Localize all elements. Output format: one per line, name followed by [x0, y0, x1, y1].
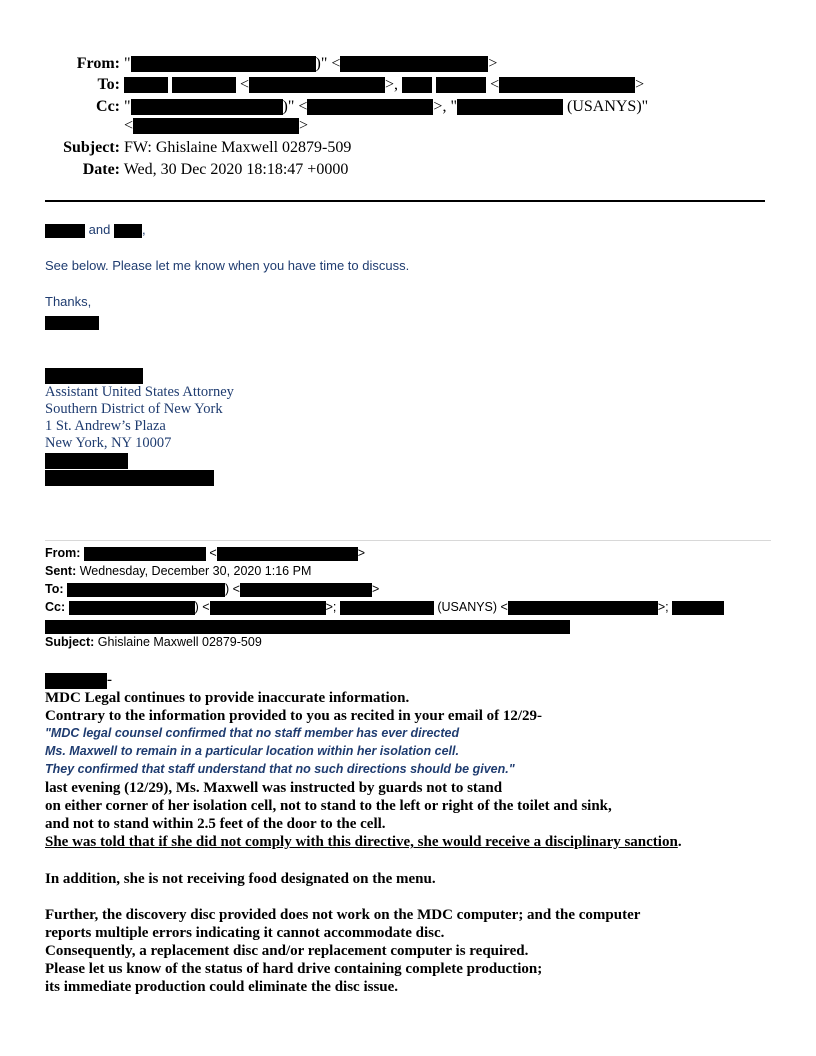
forward-divider [45, 540, 771, 541]
fwd-to-label: To: [45, 582, 64, 596]
redaction [45, 368, 143, 384]
signoff-name [45, 314, 99, 332]
redaction [84, 547, 206, 561]
redaction [124, 77, 168, 93]
redaction [457, 99, 563, 115]
msg-quote: "MDC legal counsel confirmed that no staff member has ever directed [45, 726, 460, 740]
cc-usanys: (USANYS)" [566, 98, 649, 115]
from-end: > [488, 55, 498, 72]
msg-line: Consequently, a replacement disc and/or replacement computer is required. [45, 943, 529, 959]
redaction [508, 601, 658, 615]
fwd-from-label: From: [45, 546, 81, 560]
redaction [131, 99, 283, 115]
redaction [217, 547, 358, 561]
msg-line: Further, the discovery disc provided does not work on the MDC computer; and the computer [45, 907, 641, 923]
greeting [45, 222, 146, 238]
fwd-cc-sep: >; [325, 600, 337, 614]
signature-phone [45, 452, 128, 470]
signature-district: Southern District of New York [45, 401, 223, 417]
date-value: Wed, 30 Dec 2020 18:18:47 +0000 [123, 161, 349, 178]
greeting-dash: - [107, 672, 112, 688]
cc-end: > [299, 117, 309, 134]
redaction [45, 224, 85, 238]
redaction [172, 77, 236, 93]
redaction [45, 673, 107, 689]
msg-line: MDC Legal continues to provide inaccurate information. [45, 690, 410, 706]
cc-sep: >, " [433, 98, 457, 115]
msg-line: last evening (12/29), Ms. Maxwell was instructed by guards not to stand [45, 780, 503, 796]
msg-paragraph-food: In addition, she is not receiving food designated on the menu. [45, 871, 436, 887]
redaction [340, 56, 488, 72]
msg-line: reports multiple errors indicating it cannot accommodate disc. [45, 925, 445, 941]
msg-greeting [45, 671, 112, 689]
redaction [45, 453, 128, 469]
from-quote: " [124, 55, 131, 72]
redaction [45, 316, 99, 330]
redaction [69, 601, 195, 615]
from-sep: )" < [315, 55, 341, 72]
redaction [210, 601, 326, 615]
header-from-row [45, 54, 497, 73]
redaction [131, 56, 316, 72]
fwd-sent-row [45, 562, 311, 580]
fwd-cc-sep: >; [657, 600, 669, 614]
redaction [67, 583, 225, 597]
msg-quote: They confirmed that staff understand that no such directions should be given." [45, 762, 515, 776]
cc-quote: " [124, 98, 131, 115]
header-subject-row [45, 138, 351, 157]
signature-email [45, 469, 214, 487]
header-date-row [45, 160, 348, 179]
msg-line: on either corner of her isolation cell, not to stand to the left or right of the toilet and sink, [45, 798, 612, 814]
to-sep: < [490, 76, 500, 93]
redaction [240, 583, 372, 597]
redaction [340, 601, 434, 615]
redaction [436, 77, 486, 93]
subject-label: Subject: [63, 139, 120, 156]
msg-line-sanction [45, 833, 682, 851]
fwd-cc-row [45, 598, 724, 616]
greeting-comma: , [141, 222, 146, 237]
to-label: To: [97, 76, 120, 93]
fwd-from-row [45, 544, 365, 562]
to-sep: < [240, 76, 250, 93]
fwd-cc-usanys: (USANYS) < [437, 600, 508, 614]
cc-sep: )" < [282, 98, 308, 115]
signature-name [45, 367, 143, 385]
fwd-cc-sep: ) < [194, 600, 210, 614]
cc-label: Cc: [96, 98, 120, 115]
signature-title: Assistant United States Attorney [45, 384, 234, 400]
from-label: From: [76, 55, 120, 72]
thanks: Thanks, [45, 294, 92, 309]
redaction [672, 601, 724, 615]
header-cc-row [45, 97, 648, 116]
body-line-1: See below. Please let me know when you have time to discuss. [45, 258, 410, 273]
header-to-row [45, 75, 644, 94]
fwd-to-row [45, 580, 379, 598]
greeting-and: and [88, 222, 111, 237]
signature-address-2: New York, NY 10007 [45, 435, 172, 451]
msg-line: Contrary to the information provided to you as recited in your email of 12/29- [45, 708, 543, 724]
redaction [133, 118, 299, 134]
sanction-text: She was told that if she did not comply with this directive, she would receive a disciplinary sanction [45, 834, 678, 850]
fwd-to-sep: ) < [225, 582, 240, 596]
fwd-from-end: > [357, 546, 366, 560]
fwd-sent-label: Sent: [45, 564, 77, 578]
cc-sep: < [124, 117, 134, 134]
sanction-period: . [677, 834, 682, 850]
fwd-subject-value: Ghislaine Maxwell 02879-509 [97, 635, 262, 649]
header-divider [45, 200, 765, 202]
fwd-cc-label: Cc: [45, 600, 66, 614]
fwd-from-sep: < [209, 546, 217, 560]
redaction [499, 77, 635, 93]
fwd-to-end: > [371, 582, 380, 596]
date-label: Date: [82, 161, 120, 178]
redaction [114, 224, 142, 238]
fwd-sent-value: Wednesday, December 30, 2020 1:16 PM [79, 564, 312, 578]
to-end: > [635, 76, 645, 93]
redaction [307, 99, 433, 115]
fwd-subject-row [45, 633, 262, 651]
fwd-subject-label: Subject: [45, 635, 95, 649]
msg-quote: Ms. Maxwell to remain in a particular location within her isolation cell. [45, 744, 459, 758]
msg-line: and not to stand within 2.5 feet of the door to the cell. [45, 816, 386, 832]
to-sep: >, [385, 76, 399, 93]
redaction [249, 77, 385, 93]
redaction [45, 470, 214, 486]
redaction [402, 77, 432, 93]
subject-value: FW: Ghislaine Maxwell 02879-509 [124, 139, 352, 156]
signature-address-1: 1 St. Andrew’s Plaza [45, 418, 166, 434]
msg-line: its immediate production could eliminate the disc issue. [45, 979, 399, 995]
msg-line: Please let us know of the status of hard drive containing complete production; [45, 961, 543, 977]
header-cc-row2 [124, 116, 308, 135]
